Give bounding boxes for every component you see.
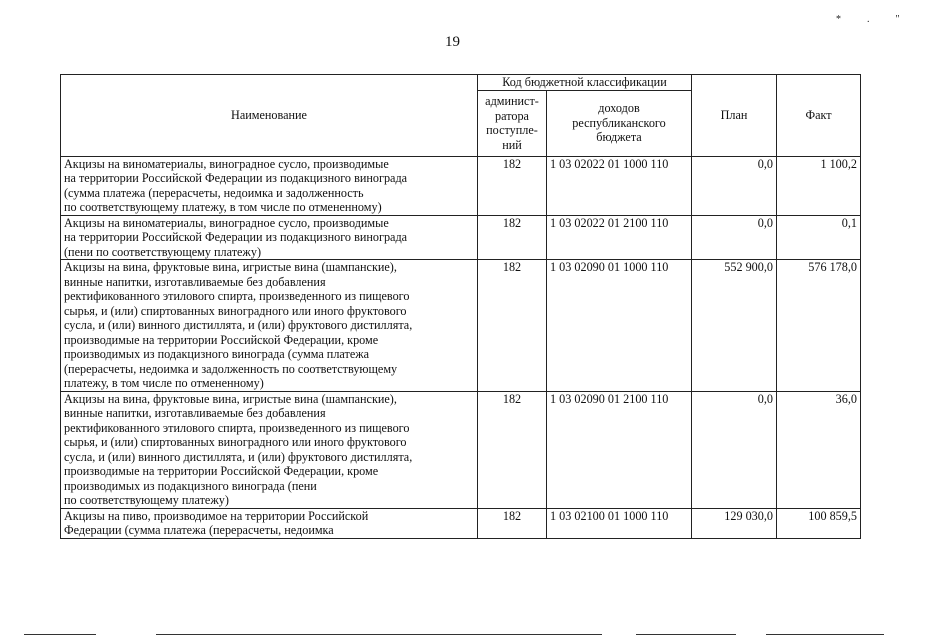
row-name-line: производимых из подакцизного винограда (пени xyxy=(64,478,317,493)
row-name-line: производимых из подакцизного винограда (сумма платежа xyxy=(64,347,370,361)
row-name-line: винные напитки, изготавливаемые без добавления xyxy=(64,406,326,420)
row-name-line: Акцизы на вина, фруктовые вина, игристые вина (шампанские), xyxy=(64,260,397,274)
row-name-line: на территории Российской Федерации из подакцизного винограда xyxy=(64,171,408,185)
row-name-line: (перерасчеты, недоимка и задолженность по соответствующему xyxy=(64,361,398,376)
row-name-line: ректификованного этилового спирта, произведенного из пищевого xyxy=(64,289,410,303)
row-plan: 0,0 xyxy=(692,391,777,508)
row-code: 1 03 02100 01 1000 110 xyxy=(547,508,692,538)
row-name-line: сусла, и (или) винного дистиллята, и (или) фруктового дистиллята, xyxy=(64,449,413,464)
footer-rule xyxy=(24,634,96,635)
row-name-line: ректификованного этилового спирта, произведенного из пищевого xyxy=(64,420,410,435)
row-admin: 182 xyxy=(478,260,547,392)
row-fact: 100 859,5 xyxy=(777,508,861,538)
row-name-line: сырья, и (или) спиртованных виноградного или иного фруктового xyxy=(64,303,407,318)
row-name-line: производимые на территории Российской Федерации, кроме xyxy=(64,332,379,347)
corner-mark: *. xyxy=(836,14,896,25)
row-name-line: Акцизы на пиво, производимое на территории Российской xyxy=(64,508,369,523)
header-income-line: доходов xyxy=(598,101,640,116)
header-name: Наименование xyxy=(61,75,478,157)
row-admin: 182 xyxy=(478,508,547,538)
row-fact: 576 178,0 xyxy=(777,260,861,392)
header-plan: План xyxy=(692,75,777,157)
row-name-line: Акцизы на виноматериалы, виноградное сусло, производимые xyxy=(64,215,389,230)
row-admin: 182 xyxy=(478,215,547,260)
row-name-line: (пени по соответствующему платежу) xyxy=(64,244,261,259)
corner-mark: " xyxy=(895,14,926,25)
table-row xyxy=(61,215,861,260)
row-name-line: по соответствующему платежу) xyxy=(64,493,229,507)
row-plan: 0,0 xyxy=(692,215,777,260)
header-admin-line: админист- xyxy=(485,94,539,108)
row-name-line: сырья, и (или) спиртованных виноградного или иного фруктового xyxy=(64,435,407,449)
row-plan: 552 900,0 xyxy=(692,260,777,392)
header-admin-line: ний xyxy=(502,137,522,152)
row-code: 1 03 02022 01 2100 110 xyxy=(547,215,692,260)
row-fact: 1 100,2 xyxy=(777,156,861,215)
row-plan: 129 030,0 xyxy=(692,508,777,538)
header-admin-line: ратора xyxy=(495,108,529,123)
table-row xyxy=(61,508,861,538)
budget-table xyxy=(60,74,861,539)
row-name xyxy=(61,215,478,260)
row-code: 1 03 02090 01 2100 110 xyxy=(547,391,692,508)
row-name-line: по соответствующему платежу, в том числе по отмененному) xyxy=(64,200,382,214)
row-name xyxy=(61,260,478,392)
row-name-line: (сумма платежа (перерасчеты, недоимка и задолженность xyxy=(64,185,364,200)
row-plan: 0,0 xyxy=(692,156,777,215)
footer-rule xyxy=(636,634,736,635)
row-fact: 0,1 xyxy=(777,215,861,260)
row-name-line: Акцизы на виноматериалы, виноградное сусло, производимые xyxy=(64,156,389,171)
corner-marks xyxy=(836,14,926,25)
row-name-line: винные напитки, изготавливаемые без добавления xyxy=(64,274,326,289)
header-code-group: Код бюджетной классификации xyxy=(478,75,692,91)
header-admin-line: поступле- xyxy=(486,123,538,137)
table-row xyxy=(61,156,861,215)
header-income-line: бюджета xyxy=(596,130,642,145)
row-name xyxy=(61,156,478,215)
row-name xyxy=(61,391,478,508)
row-name-line: сусла, и (или) винного дистиллята, и (или) фруктового дистиллята, xyxy=(64,318,413,332)
row-admin: 182 xyxy=(478,391,547,508)
row-code: 1 03 02090 01 1000 110 xyxy=(547,260,692,392)
header-fact: Факт xyxy=(777,75,861,157)
row-name-line: на территории Российской Федерации из подакцизного винограда xyxy=(64,230,408,244)
page-number: 19 xyxy=(445,34,460,50)
row-name-line: производимые на территории Российской Федерации, кроме xyxy=(64,464,379,478)
row-fact: 36,0 xyxy=(777,391,861,508)
footer-rule xyxy=(766,634,884,635)
row-name xyxy=(61,508,478,538)
table-row xyxy=(61,391,861,508)
header-income-line: республиканского xyxy=(572,115,666,130)
header-income xyxy=(547,90,692,156)
row-name-line: платежу, в том числе по отмененному) xyxy=(64,376,264,390)
header-admin xyxy=(478,90,547,156)
row-code: 1 03 02022 01 1000 110 xyxy=(547,156,692,215)
footer-rule xyxy=(156,634,602,635)
row-name-line: Акцизы на вина, фруктовые вина, игристые вина (шампанские), xyxy=(64,391,397,406)
row-admin: 182 xyxy=(478,156,547,215)
row-name-line: Федерации (сумма платежа (перерасчеты, недоимка xyxy=(64,523,334,537)
table-row xyxy=(61,260,861,392)
